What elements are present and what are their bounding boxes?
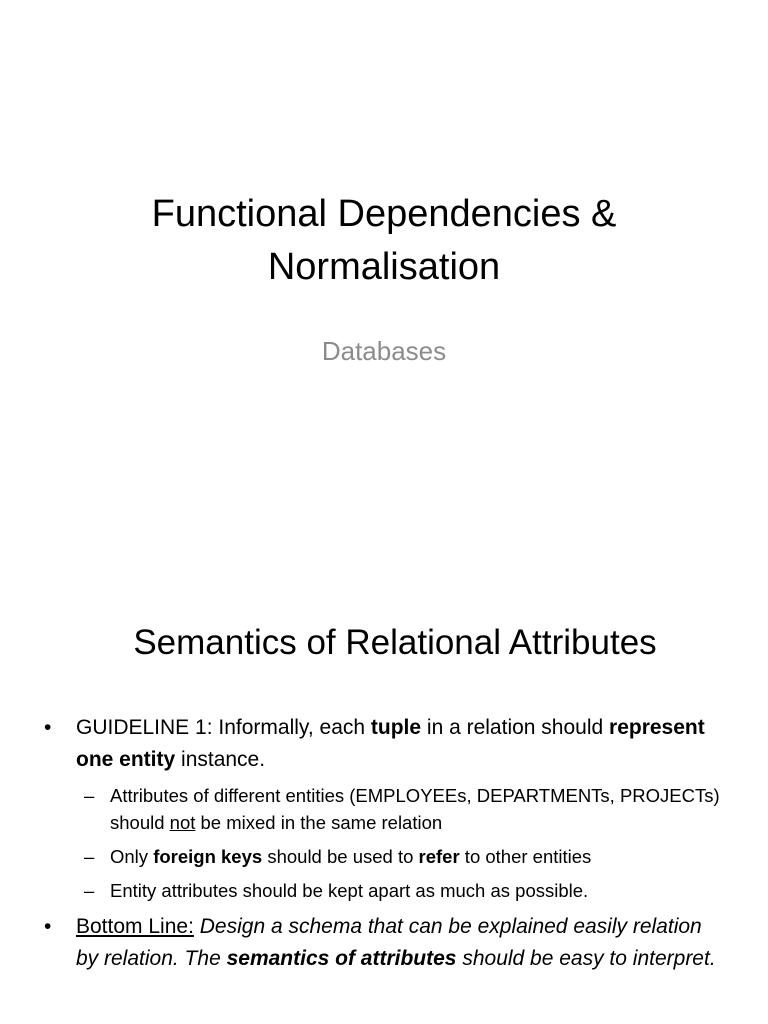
guideline-text-2: in a relation should	[421, 716, 610, 739]
sub1-text-1: Attributes of different entities (EMPLOYEEs, DEPARTMENTs, PROJECTs) should	[110, 785, 720, 833]
sub2-text-2: should be used to	[262, 846, 419, 867]
bottom-bold-semantics: semantics of attributes	[226, 947, 457, 970]
sub3-text-1: Entity attributes should be kept apart as much as possible.	[110, 880, 589, 901]
guideline-text-3: instance.	[175, 748, 266, 771]
sub-bullet-entity-attributes	[44, 877, 724, 904]
guideline-text-1: GUIDELINE 1: Informally, each	[76, 716, 371, 739]
bottom-italic-2: should be easy to interpret.	[456, 947, 716, 970]
sub2-text-1: Only	[110, 846, 154, 867]
sub1-underline-not: not	[169, 812, 196, 833]
slide-title	[0, 188, 768, 294]
sub2-bold-foreign-keys: foreign keys	[153, 846, 263, 867]
content-slide-title: Semantics of Relational Attributes	[133, 623, 657, 662]
bottom-line-label: Bottom Line:	[76, 915, 194, 938]
bullet-bottom-line	[44, 911, 724, 975]
bullet-guideline	[44, 712, 724, 776]
sub2-bold-refer: refer	[418, 846, 460, 867]
sub2-text-3: to other entities	[459, 846, 592, 867]
bottom-italic-1: Design a schema that can be explained easily relation by relation. The	[76, 915, 702, 970]
sub-bullet-foreign-keys	[44, 843, 724, 870]
dash-icon: –	[84, 785, 95, 806]
dash-icon: –	[84, 880, 95, 901]
slide-title-line-2: Normalisation	[267, 246, 501, 288]
guideline-bold-tuple: tuple	[370, 716, 422, 739]
sub-bullet-attributes	[44, 782, 724, 836]
sub1-text-2: be mixed in the same relation	[195, 812, 443, 833]
content-body	[44, 712, 724, 977]
slide-subtitle: Databases	[321, 336, 447, 366]
bullet-icon: •	[44, 915, 52, 938]
guideline-bold-entity: represent one entity	[76, 716, 705, 771]
dash-icon: –	[84, 846, 95, 867]
bullet-icon: •	[44, 716, 52, 739]
slide-title-line-1: Functional Dependencies &	[151, 193, 617, 235]
content-slide	[0, 512, 768, 1024]
